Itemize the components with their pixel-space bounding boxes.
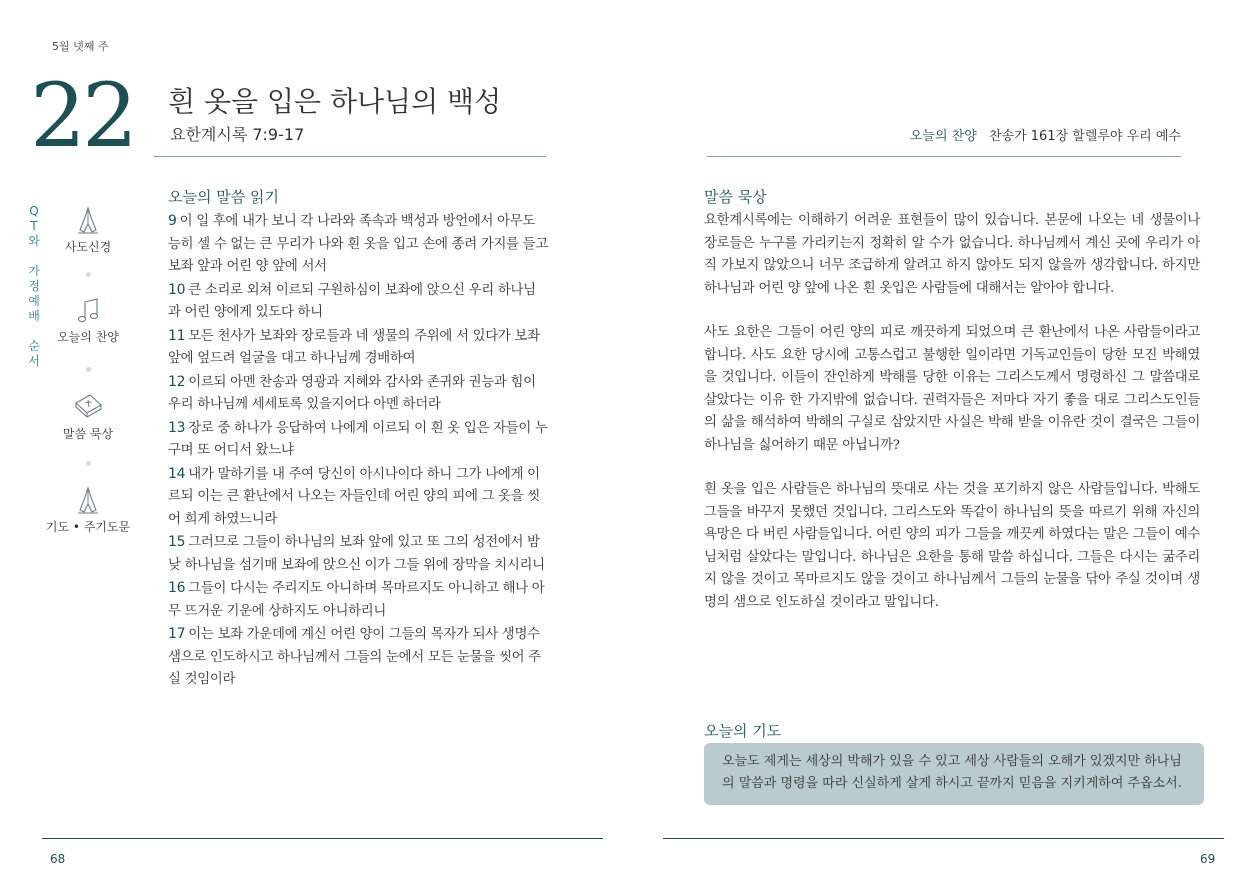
verse [168, 325, 548, 371]
verse-text: 그러므로 그들이 하나님의 보좌 앞에 있고 또 그의 성전에서 밤낮 하나님을 섬기매 보좌에 앉으신 이가 그들 위에 장막을 치시리니 [168, 535, 545, 573]
verse-number: 11 [168, 327, 186, 344]
music-note-icon [75, 296, 101, 326]
verse-number: 15 [168, 534, 186, 550]
hymn-value: 찬송가 161장 할렐루야 우리 예수 [988, 129, 1181, 144]
separator-dot [86, 461, 91, 466]
verse-text: 이 일 후에 내가 보니 각 나라와 족속과 백성과 방언에서 아무도 능히 셀 수 없는 큰 무리가 나와 흰 옷을 입고 손에 종려 가지를 들고 보좌 앞과 어린 양 앞에 서서 [168, 214, 548, 274]
sidebar-item-hymn [43, 296, 133, 345]
verse-number: 10 [168, 281, 186, 298]
verse-number: 12 [168, 373, 186, 390]
meditation-heading: 말씀 묵상 [704, 188, 767, 206]
hymn-label: 오늘의 찬양 [909, 129, 977, 144]
sidebar-item-label: 사도신경 [64, 240, 112, 254]
meditation-paragraph: 사도 요한은 그들이 어린 양의 피로 깨끗하게 되었으며 큰 환난에서 나온 사람들이라고 합니다. 사도 요한 당시에 고통스럽고 불행한 일이라면 기독교인들이 당한 모진 박해였을 것입니다. 이들이 잔인하게 박해를 당한 이유는 그리스도께서 명령하신 그 말씀대로 살았다는 이유 한 가지밖에 없습니다. 권력자들은 저마다 자기 좋을 대로 그리스도인들의 삶을 해석하여 박해의 구실로 삼았지만 사실은 박해 받을 이유란 것이 결국은 그들이 하나님을 싫어하기 때문 아닙니까? [704, 325, 1200, 453]
meditation-text [704, 210, 1200, 636]
todays-hymn [910, 125, 1181, 144]
vertical-char: 배 [28, 309, 40, 323]
vertical-char: 서 [28, 354, 40, 368]
verse-text: 내가 말하기를 내 주여 당신이 아시나이다 하니 그가 나에게 이르되 이는 큰 환난에서 나오는 자들인데 어린 양의 피에 그 옷을 씻어 희게 하였느니라 [168, 466, 541, 527]
verse-number: 13 [168, 419, 186, 436]
reading-heading: 오늘의 말씀 읽기 [168, 188, 279, 206]
verse [168, 531, 548, 577]
vertical-char: 예 [28, 294, 40, 308]
footer-divider-right [663, 838, 1224, 839]
verse [168, 577, 548, 623]
verse-text: 모든 천사가 보좌와 장로들과 네 생물의 주위에 서 있다가 보좌 앞에 엎드려 얼굴을 대고 하나님께 경배하여 [168, 328, 540, 366]
meditation-paragraph: 흰 옷을 입은 사람들은 하나님의 뜻대로 사는 것을 포기하지 않은 사람들입니다. 박해도 그들을 바꾸지 못했던 것입니다. 그리스도와 똑같이 하나님의 뜻을 따르기 위해 자신의 욕망은 다 버린 사람들입니다. 어린 양의 피가 그들을 깨끗케 하였다는 말은 그들이 예수님처럼 살았다는 말입니다. 하나님은 요한을 통해 말씀 하십니다. 그들은 다시는 굶주리지 않을 것이고 목마르지도 않을 것이고 하나님께서 그들의 눈물을 닦아 주실 것이며 생명의 샘으로 인도하실 것이라고 말입니다. [704, 482, 1200, 610]
day-number: 22 [30, 64, 134, 167]
verse-number: 17 [168, 626, 186, 642]
verse-number: 16 [168, 580, 186, 596]
sidebar-item-label: 말씀 묵상 [62, 427, 114, 441]
sidebar-item-label: 기도 • 주기도문 [45, 520, 131, 534]
page-title: 흰 옷을 입은 하나님의 백성 [168, 85, 502, 118]
vertical-char: 와 [28, 234, 40, 248]
footer-divider-left [42, 838, 603, 839]
verse [168, 417, 548, 463]
page-number-left: 68 [50, 852, 66, 866]
sidebar-item-meditation [43, 391, 133, 442]
prayer-box [704, 743, 1204, 805]
prayer-heading: 오늘의 기도 [704, 722, 782, 740]
vertical-gap [27, 324, 41, 339]
sidebar-item-creed [43, 206, 133, 255]
verse-text: 이는 보좌 가운데에 계신 어린 양이 그들의 목자가 되사 생명수 샘으로 인도하시고 하나님께서 그들의 눈에서 모든 눈물을 씻어 주실 것임이라 [168, 627, 541, 687]
verse [168, 210, 548, 279]
verse [168, 463, 548, 532]
vertical-section-title [27, 204, 41, 369]
verse [168, 623, 548, 692]
vertical-char: Q [29, 204, 39, 218]
vertical-char: 가 [28, 264, 40, 278]
verse-number: 9 [168, 213, 177, 229]
verse-text: 이르되 아멘 찬송과 영광과 지혜와 감사와 존귀와 권능과 힘이 우리 하나님께 세세토록 있을지어다 아멘 하더라 [168, 374, 536, 412]
verse-text: 큰 소리로 외쳐 이르되 구원하심이 보좌에 앉으신 우리 하나님과 어린 양에게 있도다 하니 [168, 282, 536, 320]
separator-dot [86, 272, 91, 277]
scripture-text [168, 210, 548, 692]
meditation-paragraph: 요한계시록에는 이해하기 어려운 표현들이 많이 있습니다. 본문에 나오는 네 생물이나 장로들은 누구를 가리키는지 정확히 알 수가 없습니다. 하나님께서 계신 곳에 우리가 아직 가보지 않았으니 너무 조급하게 알려고 하지 않아도 되지 않을까 생각합니다. 하지만 하나님과 어린 양 앞에 나온 흰 옷입은 사람들에 대해서는 알아야 합니다. [704, 213, 1200, 296]
praying-hands-icon [74, 486, 102, 516]
verse [168, 279, 548, 325]
sidebar-item-prayer [43, 486, 133, 535]
verse-text: 장로 중 하나가 응답하여 나에게 이르되 이 흰 옷 입은 자들이 누구며 또 어디서 왔느냐 [168, 420, 548, 458]
sidebar-item-label: 오늘의 찬양 [57, 330, 119, 344]
bible-icon [72, 391, 104, 423]
prayer-text: 오늘도 제게는 세상의 박해가 있을 수 있고 세상 사람들의 오해가 있겠지만 하나님의 말씀과 명령을 따라 신실하게 살게 하시고 끝까지 믿음을 지키게하여 주옵소서. [722, 754, 1182, 791]
hymn-divider [707, 156, 1181, 157]
vertical-char: T [30, 219, 38, 233]
vertical-char: 순 [28, 339, 40, 353]
verse [168, 371, 548, 417]
scripture-reference: 요한계시록 7:9-17 [170, 125, 305, 144]
title-divider [154, 156, 546, 157]
verse-number: 14 [168, 465, 186, 482]
separator-dot [86, 367, 91, 372]
vertical-char: 정 [28, 279, 40, 293]
page-number-right: 69 [1200, 852, 1216, 866]
verse-text: 그들이 다시는 주리지도 아니하며 목마르지도 아니하고 해나 아무 뜨거운 기운에 상하지도 아니하리니 [168, 581, 545, 619]
vertical-gap [27, 249, 41, 264]
week-label: 5월 넷째 주 [52, 40, 109, 53]
praying-hands-icon [74, 206, 102, 236]
